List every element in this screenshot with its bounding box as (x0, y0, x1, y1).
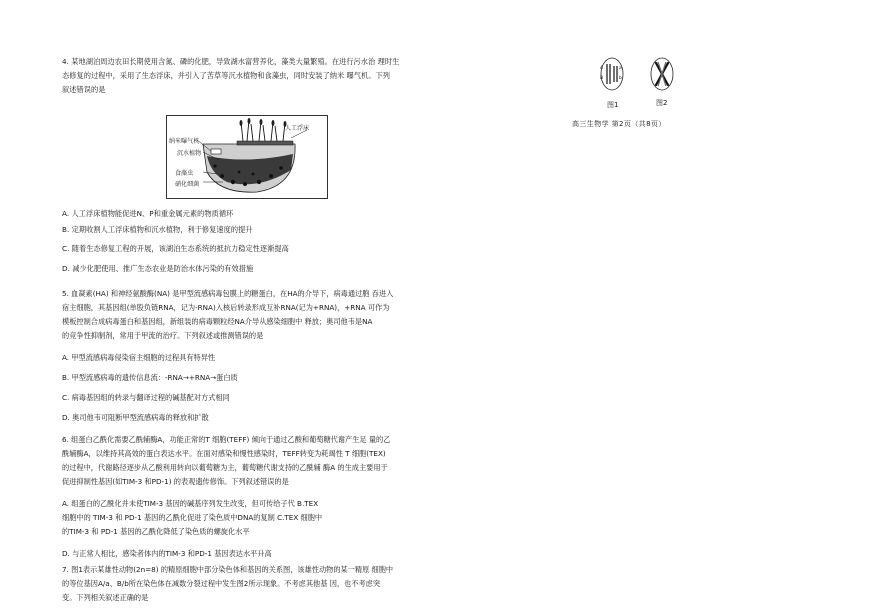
figure-2-caption: 图2 (656, 99, 668, 107)
q7-stem-line-3: 变。下列相关叙述正确的是 (62, 593, 149, 602)
q5-stem-line-3: 模板控制合成病毒蛋白和基因组，新组装的病毒颗粒经NA介导从感染细胞中 释放；奥司他韦是NA (62, 317, 373, 326)
q5-option-d: D. 奥司他韦可阻断甲型流感病毒的释放和扩散 (62, 413, 209, 422)
gene-label-b-lower: b (619, 76, 622, 81)
gene-label-a-lower: a (619, 66, 622, 71)
label-float-bed: 人工浮床 (285, 125, 310, 132)
label-aerator: 纳米曝气机 (169, 138, 200, 145)
figure-1-caption: 图1 (607, 101, 619, 109)
q6-option-c: 的TIM-3 和 PD-1 基因的乙酰化降低了染色质的螺旋化水平 (62, 527, 250, 536)
label-submerged-plant: 沉水植物 (177, 150, 202, 157)
gene-label-a-upper: A (600, 66, 604, 71)
figure-2-crossover-diagram (649, 56, 675, 92)
q4-option-c: C. 随着生态修复工程的开展，该湖泊生态系统的抵抗力稳定性逐渐提高 (62, 244, 289, 253)
q6-stem-line-1: 6. 组蛋白乙酰化需要乙酰辅酶A，功能正常的T 细胞(TEFF) 倾向于通过乙酸和葡萄糖代谢产生足 量的乙 (62, 435, 391, 444)
q4-option-b: B. 定期收割人工浮床植物和沉水植物，利于修复速度的提升 (62, 225, 253, 234)
q4-ecosystem-figure (166, 115, 328, 199)
q6-option-a: A. 组蛋白的乙酰化并未使TIM-3 基因的碱基序列发生改变，但可传给子代 B.TEX (62, 499, 319, 508)
q5-option-c: C. 病毒基因组的转录与翻译过程的碱基配对方式相同 (62, 393, 230, 402)
q4-option-a: A. 人工浮床植物能促进N、P和重金属元素的物质循环 (62, 209, 234, 218)
q4-stem-line-1: 4. 某地湖泊周边农田长期使用含氮、磷的化肥，导致湖水富营养化，藻类大量繁殖。在进行污水治 理时生 (62, 57, 400, 66)
q6-stem-line-4: 促进抑制性基因(如TIM-3 和PD-1) 的表观遗传修饰。下列叙述错误的是 (62, 477, 289, 486)
q6-option-d: D. 与正常人相比，感染者体内的TIM-3 和PD-1 基因表达水平升高 (62, 549, 272, 558)
q7-stem-line-2: 的等位基因A/a、B/b所在染色体在减数分裂过程中发生图2所示现象。不考虑其他基 因，也不考虑突 (62, 579, 381, 588)
figure-1-cell (599, 56, 625, 92)
q6-stem-line-2: 酰辅酶A，以维持其高效的蛋白表达水平。在面对感染和慢性感染时，TEFF转变为耗竭性 T 细胞(TEX) (62, 449, 386, 458)
q5-stem-line-2: 宿主细胞，其基因组(单股负链RNA，记为-RNA)入核后转录形成互补RNA(记为+RNA)，+RNA 可作为 (62, 303, 390, 312)
q5-stem-line-4: 的竞争性抑制剂，常用于甲流的治疗。下列叙述或推测错误的是 (62, 331, 264, 340)
label-algae-eater: 食藻虫 (175, 170, 194, 177)
gene-label-b-upper: B (600, 76, 604, 81)
page-footer: 高三生物学 第2页（共8页） (572, 120, 666, 128)
label-bacteria: 硝化细菌 (175, 181, 200, 188)
q6-option-b: 细胞中的 TIM-3 和 PD-1 基因的乙酰化促进了染色质中DNA的复制 C.TEX 细胞中 (62, 513, 323, 522)
q5-option-b: B. 甲型流感病毒的遗传信息流：-RNA→+RNA→蛋白质 (62, 373, 238, 382)
q5-stem-line-1: 5. 血凝素(HA) 和神经氨酸酶(NA) 是甲型流感病毒包膜上的糖蛋白，在HA的介导下，病毒通过胞 吞进入 (62, 289, 394, 298)
q7-stem-line-1: 7. 图1表示某雄性动物(2n=8) 的精原细胞中部分染色体和基因的关系图，该雄性动物的某一精原 细胞中 (62, 565, 394, 574)
q4-stem-line-3: 叙述错误的是 (62, 85, 106, 94)
q6-stem-line-3: 的过程中，代谢路径逐步从乙酸利用转向以葡萄糖为主，葡萄糖代谢支持的乙酰辅 酶A 的生成主要用于 (62, 463, 388, 472)
q5-option-a: A. 甲型流感病毒侵染宿主细胞的过程具有特异性 (62, 353, 216, 362)
figure-1-chromosome-diagram (599, 56, 625, 92)
q4-option-d: D. 减少化肥使用、推广生态农业是防治水体污染的有效措施 (62, 264, 254, 273)
figure-2-cell (649, 56, 675, 92)
q4-stem-line-2: 态修复的过程中，采用了生态浮床，并引入了苦草等沉水植物和食藻虫，同时安装了纳米 曝气机。下列 (62, 71, 391, 80)
